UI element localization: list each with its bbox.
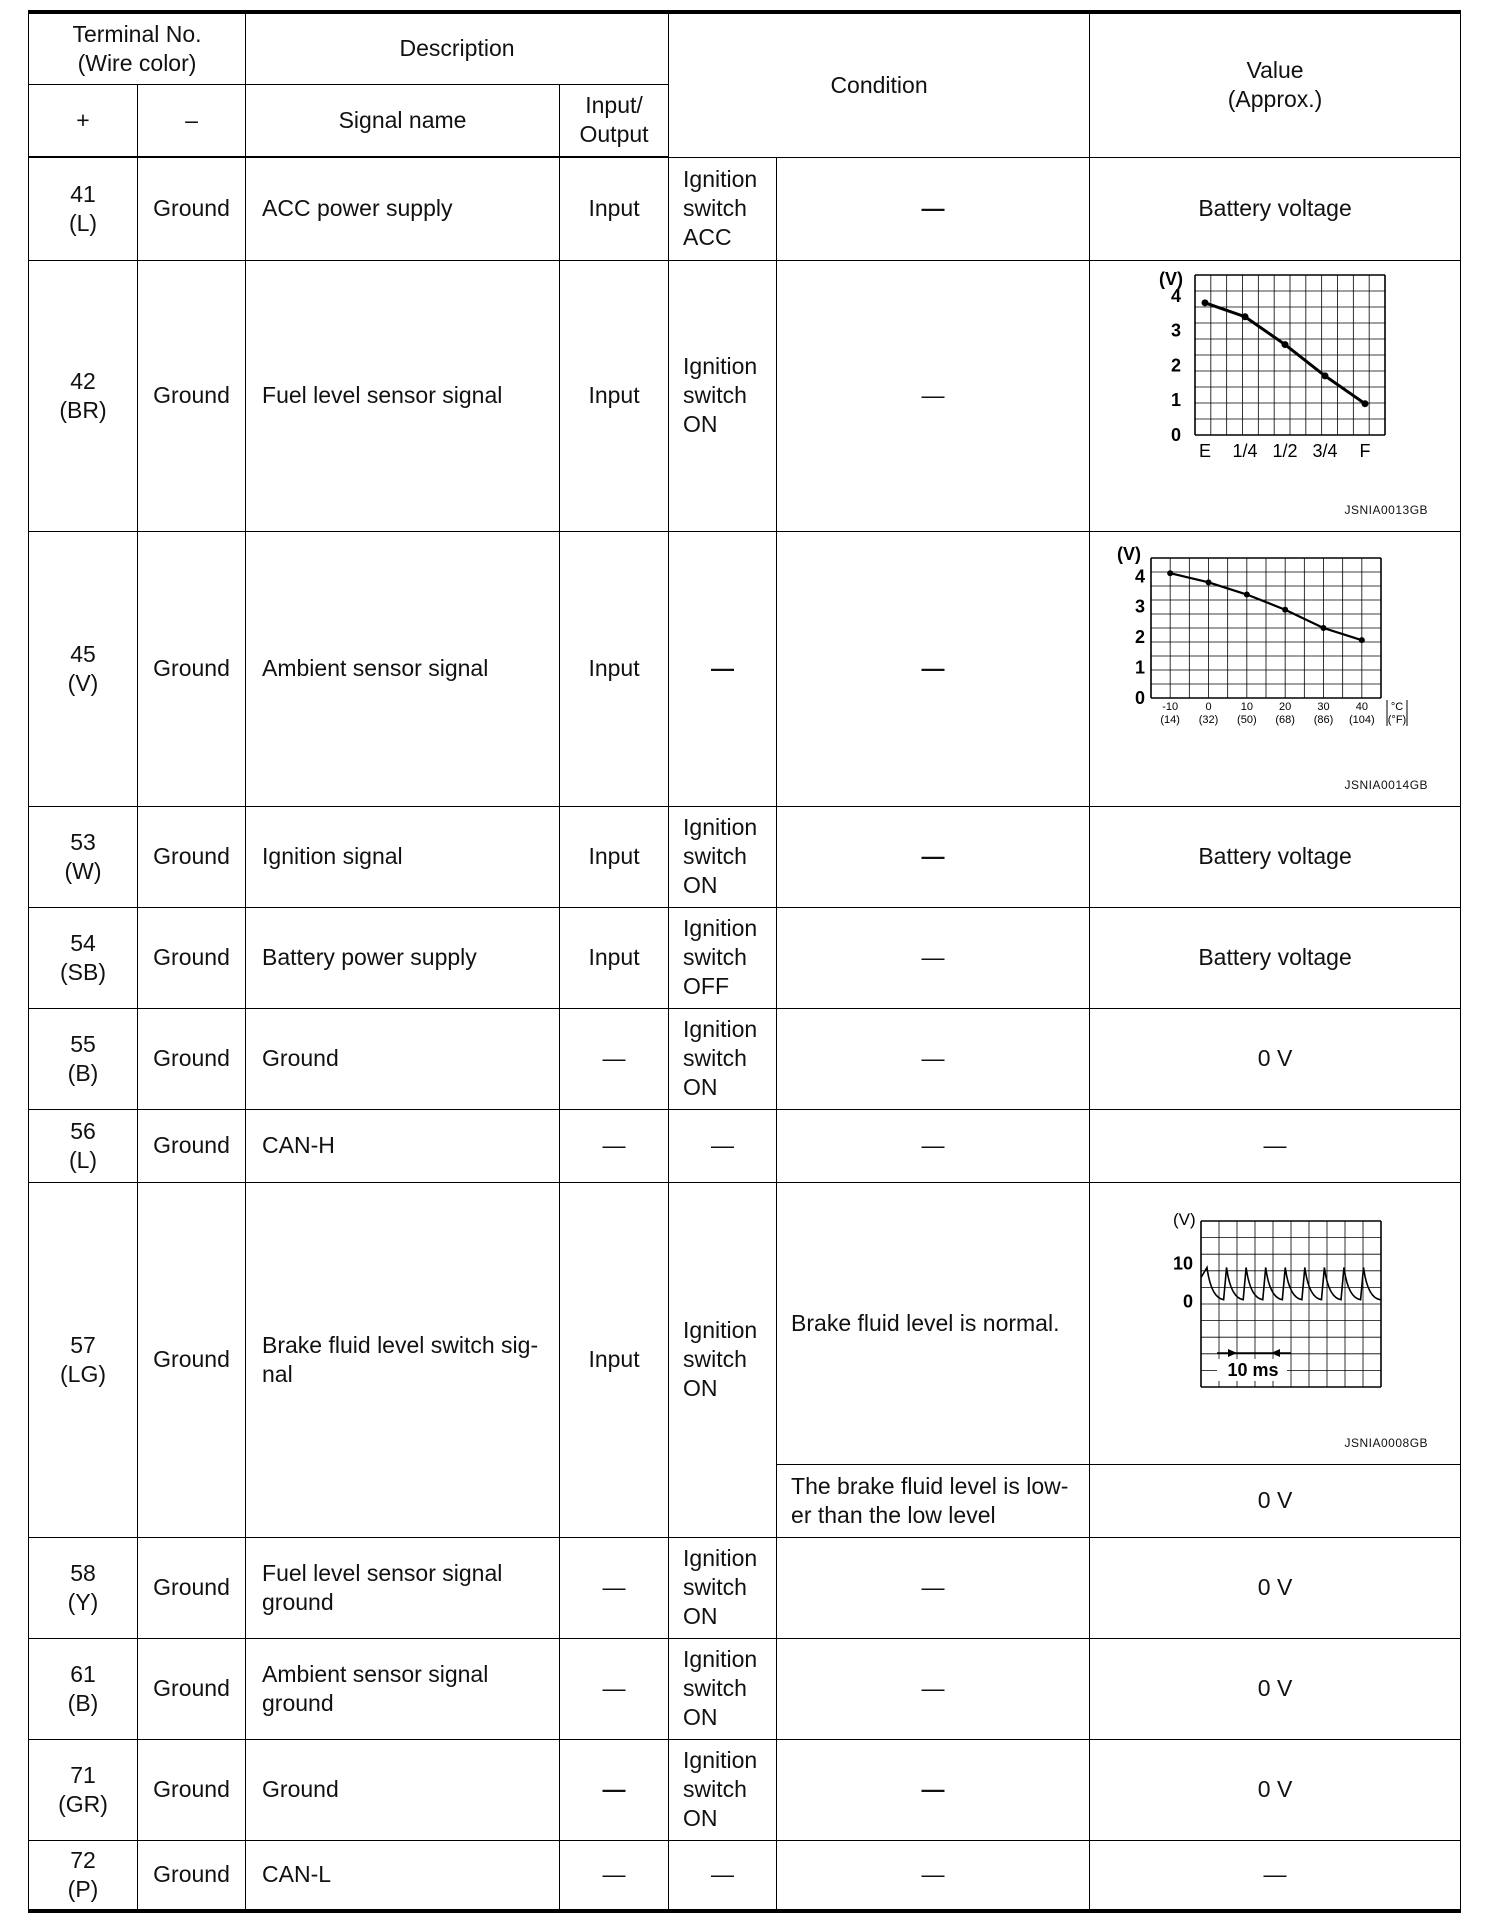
table-row xyxy=(29,1008,1461,1109)
value-cell xyxy=(1090,260,1461,531)
x-tick-label-f: (32) xyxy=(1198,713,1219,726)
minus-cell: Ground xyxy=(138,531,246,806)
condition-detail-cell: — xyxy=(777,1109,1090,1182)
condition-cell: Ignition switch OFF xyxy=(669,907,777,1008)
header-terminal: Terminal No. (Wire color) xyxy=(29,12,246,84)
condition-detail-cell: — xyxy=(777,157,1090,260)
value-cell: 0 V xyxy=(1090,1537,1461,1638)
chart-code: JSNIA0008GB xyxy=(1344,1435,1429,1450)
x-tick-label-f: (68) xyxy=(1275,713,1295,726)
io-cell: — xyxy=(560,1739,669,1840)
value-cell xyxy=(1090,1182,1461,1464)
minus-cell: Ground xyxy=(138,1008,246,1109)
condition-cell: Ignition switch ON xyxy=(669,1638,777,1739)
minus-cell: Ground xyxy=(138,260,246,531)
signal-cell: Battery power supply xyxy=(246,907,560,1008)
condition-cell: Ignition switch ON xyxy=(669,260,777,531)
signal-cell: CAN-L xyxy=(246,1840,560,1911)
x-unit-f: (°F) xyxy=(1387,713,1407,726)
value-cell: — xyxy=(1090,1109,1461,1182)
scale-arrow xyxy=(1228,1349,1237,1357)
x-tick-label: 20 xyxy=(1279,700,1292,713)
header-plus: + xyxy=(29,84,138,157)
io-cell: — xyxy=(560,1638,669,1739)
table-row xyxy=(29,1840,1461,1911)
data-point xyxy=(1282,606,1288,612)
io-cell: — xyxy=(560,1008,669,1109)
x-tick-label: 40 xyxy=(1355,700,1368,713)
x-unit-c: °C xyxy=(1390,700,1404,713)
x-tick-label: 1/4 xyxy=(1232,440,1258,461)
condition-cell: Ignition switch ON xyxy=(669,806,777,907)
value-cell: 0 V xyxy=(1090,1638,1461,1739)
condition-detail-cell: — xyxy=(777,907,1090,1008)
data-point xyxy=(1206,579,1212,585)
terminal-cell: 42 (BR) xyxy=(29,260,138,531)
minus-cell: Ground xyxy=(138,157,246,260)
table-row xyxy=(29,1739,1461,1840)
x-tick-label: 1/2 xyxy=(1272,440,1298,461)
y-tick-label: 2 xyxy=(1171,354,1182,375)
condition-cell: Ignition switch ON xyxy=(669,1008,777,1109)
header-signal-name: Signal name xyxy=(246,84,560,157)
y-tick-label: 0 xyxy=(1171,424,1182,445)
data-point xyxy=(1202,299,1209,306)
condition-detail-cell: — xyxy=(777,1537,1090,1638)
data-point xyxy=(1242,313,1249,320)
condition-detail-cell: Brake fluid level is normal. xyxy=(777,1182,1090,1464)
terminal-cell: 71 (GR) xyxy=(29,1739,138,1840)
chart-code: JSNIA0014GB xyxy=(1344,777,1429,792)
signal-cell: Ambient sensor signal ground xyxy=(246,1638,560,1739)
signal-cell: CAN-H xyxy=(246,1109,560,1182)
minus-cell: Ground xyxy=(138,907,246,1008)
x-tick-label: 30 xyxy=(1317,700,1330,713)
table-row xyxy=(29,907,1461,1008)
x-tick-label: E xyxy=(1199,440,1212,461)
data-point xyxy=(1362,400,1369,407)
fuel-level-chart xyxy=(1135,269,1415,499)
x-tick-label-f: (86) xyxy=(1313,713,1334,726)
io-cell: — xyxy=(560,1840,669,1911)
terminal-cell: 54 (SB) xyxy=(29,907,138,1008)
y-axis-label: (V) xyxy=(1173,1209,1196,1229)
condition-cell: — xyxy=(669,531,777,806)
signal-cell: Ignition signal xyxy=(246,806,560,907)
table-row xyxy=(29,1537,1461,1638)
y-tick-label: 3 xyxy=(1135,596,1146,617)
condition-detail-cell: — xyxy=(777,1739,1090,1840)
minus-cell: Ground xyxy=(138,1638,246,1739)
condition-detail-cell: — xyxy=(777,1638,1090,1739)
y-axis-label: (V) xyxy=(1117,545,1142,564)
signal-cell: ACC power supply xyxy=(246,157,560,260)
terminal-cell: 58 (Y) xyxy=(29,1537,138,1638)
io-cell: Input xyxy=(560,157,669,260)
data-point xyxy=(1321,625,1327,631)
minus-cell: Ground xyxy=(138,1182,246,1537)
chart-code: JSNIA0013GB xyxy=(1344,502,1429,517)
condition-detail-cell: The brake fluid level is low- er than the low level xyxy=(777,1464,1090,1537)
signal-cell: Ground xyxy=(246,1008,560,1109)
value-cell: 0 V xyxy=(1090,1464,1461,1537)
brake-fluid-pulse-chart xyxy=(1135,1205,1415,1405)
terminal-cell: 53 (W) xyxy=(29,806,138,907)
y-tick-label: 3 xyxy=(1171,320,1182,341)
y-axis-label: (V) xyxy=(1159,268,1184,289)
io-cell: Input xyxy=(560,907,669,1008)
table-row xyxy=(29,260,1461,531)
io-cell: Input xyxy=(560,260,669,531)
terminal-cell: 41 (L) xyxy=(29,157,138,260)
terminal-cell: 72 (P) xyxy=(29,1840,138,1911)
minus-cell: Ground xyxy=(138,1739,246,1840)
data-point xyxy=(1244,591,1250,597)
x-tick-label: 10 xyxy=(1240,700,1253,713)
x-tick-label-f: (50) xyxy=(1237,713,1257,726)
minus-cell: Ground xyxy=(138,1109,246,1182)
condition-cell: Ignition switch ON xyxy=(669,1537,777,1638)
header-description: Description xyxy=(246,12,669,84)
terminal-cell: 45 (V) xyxy=(29,531,138,806)
signal-cell: Brake fluid level switch sig- nal xyxy=(246,1182,560,1537)
data-point xyxy=(1359,637,1365,643)
io-cell: Input xyxy=(560,1182,669,1537)
y-tick-label: 0 xyxy=(1135,687,1146,708)
y-tick-label: 2 xyxy=(1135,626,1146,647)
value-cell: — xyxy=(1090,1840,1461,1911)
io-cell: Input xyxy=(560,806,669,907)
terminal-cell: 55 (B) xyxy=(29,1008,138,1109)
condition-detail-cell: — xyxy=(777,531,1090,806)
signal-cell: Fuel level sensor signal xyxy=(246,260,560,531)
condition-detail-cell: — xyxy=(777,1840,1090,1911)
value-cell: Battery voltage xyxy=(1090,806,1461,907)
series-line xyxy=(1205,302,1365,403)
table-row xyxy=(29,806,1461,907)
terminal-spec-table xyxy=(28,10,1461,1913)
value-cell xyxy=(1090,531,1461,806)
condition-detail-cell: — xyxy=(777,1008,1090,1109)
condition-cell: Ignition switch ON xyxy=(669,1182,777,1537)
x-tick-label: F xyxy=(1359,440,1371,461)
header-condition: Condition xyxy=(669,12,1090,157)
y-tick-label: 4 xyxy=(1135,565,1146,586)
io-cell: Input xyxy=(560,531,669,806)
minus-cell: Ground xyxy=(138,1537,246,1638)
signal-cell: Ambient sensor signal xyxy=(246,531,560,806)
io-cell: — xyxy=(560,1537,669,1638)
x-tick-label: 0 xyxy=(1205,700,1212,713)
x-tick-label-f: (14) xyxy=(1160,713,1180,726)
header-input-output: Input/ Output xyxy=(560,84,669,157)
x-tick-label-f: (104) xyxy=(1349,713,1375,726)
value-cell: Battery voltage xyxy=(1090,907,1461,1008)
condition-cell: Ignition switch ACC xyxy=(669,157,777,260)
y-tick-label: 1 xyxy=(1171,389,1182,410)
scale-label: 10 ms xyxy=(1227,1359,1279,1380)
condition-detail-cell: — xyxy=(777,806,1090,907)
value-cell: 0 V xyxy=(1090,1008,1461,1109)
io-cell: — xyxy=(560,1109,669,1182)
y-tick-label: 4 xyxy=(1171,285,1182,306)
signal-cell: Fuel level sensor signal ground xyxy=(246,1537,560,1638)
data-point xyxy=(1322,372,1329,379)
scale-arrow xyxy=(1271,1349,1280,1357)
y-tick-label: 10 xyxy=(1173,1252,1194,1273)
ambient-sensor-chart xyxy=(1115,546,1435,766)
header-value: Value (Approx.) xyxy=(1090,12,1461,157)
signal-cell: Ground xyxy=(246,1739,560,1840)
data-point xyxy=(1167,570,1173,576)
y-tick-label: 0 xyxy=(1183,1291,1194,1312)
table-row xyxy=(29,1182,1461,1464)
value-cell: 0 V xyxy=(1090,1739,1461,1840)
value-cell: Battery voltage xyxy=(1090,157,1461,260)
condition-cell: — xyxy=(669,1109,777,1182)
y-tick-label: 1 xyxy=(1135,657,1146,678)
minus-cell: Ground xyxy=(138,1840,246,1911)
condition-cell: Ignition switch ON xyxy=(669,1739,777,1840)
terminal-cell: 56 (L) xyxy=(29,1109,138,1182)
x-tick-label: 3/4 xyxy=(1312,440,1338,461)
x-tick-label: -10 xyxy=(1162,700,1179,713)
terminal-cell: 57 (LG) xyxy=(29,1182,138,1537)
header-minus: – xyxy=(138,84,246,157)
condition-cell: — xyxy=(669,1840,777,1911)
table-row xyxy=(29,1638,1461,1739)
table-row xyxy=(29,531,1461,806)
data-point xyxy=(1282,341,1289,348)
minus-cell: Ground xyxy=(138,806,246,907)
table-row xyxy=(29,157,1461,260)
terminal-cell: 61 (B) xyxy=(29,1638,138,1739)
table-row xyxy=(29,1109,1461,1182)
condition-detail-cell: — xyxy=(777,260,1090,531)
